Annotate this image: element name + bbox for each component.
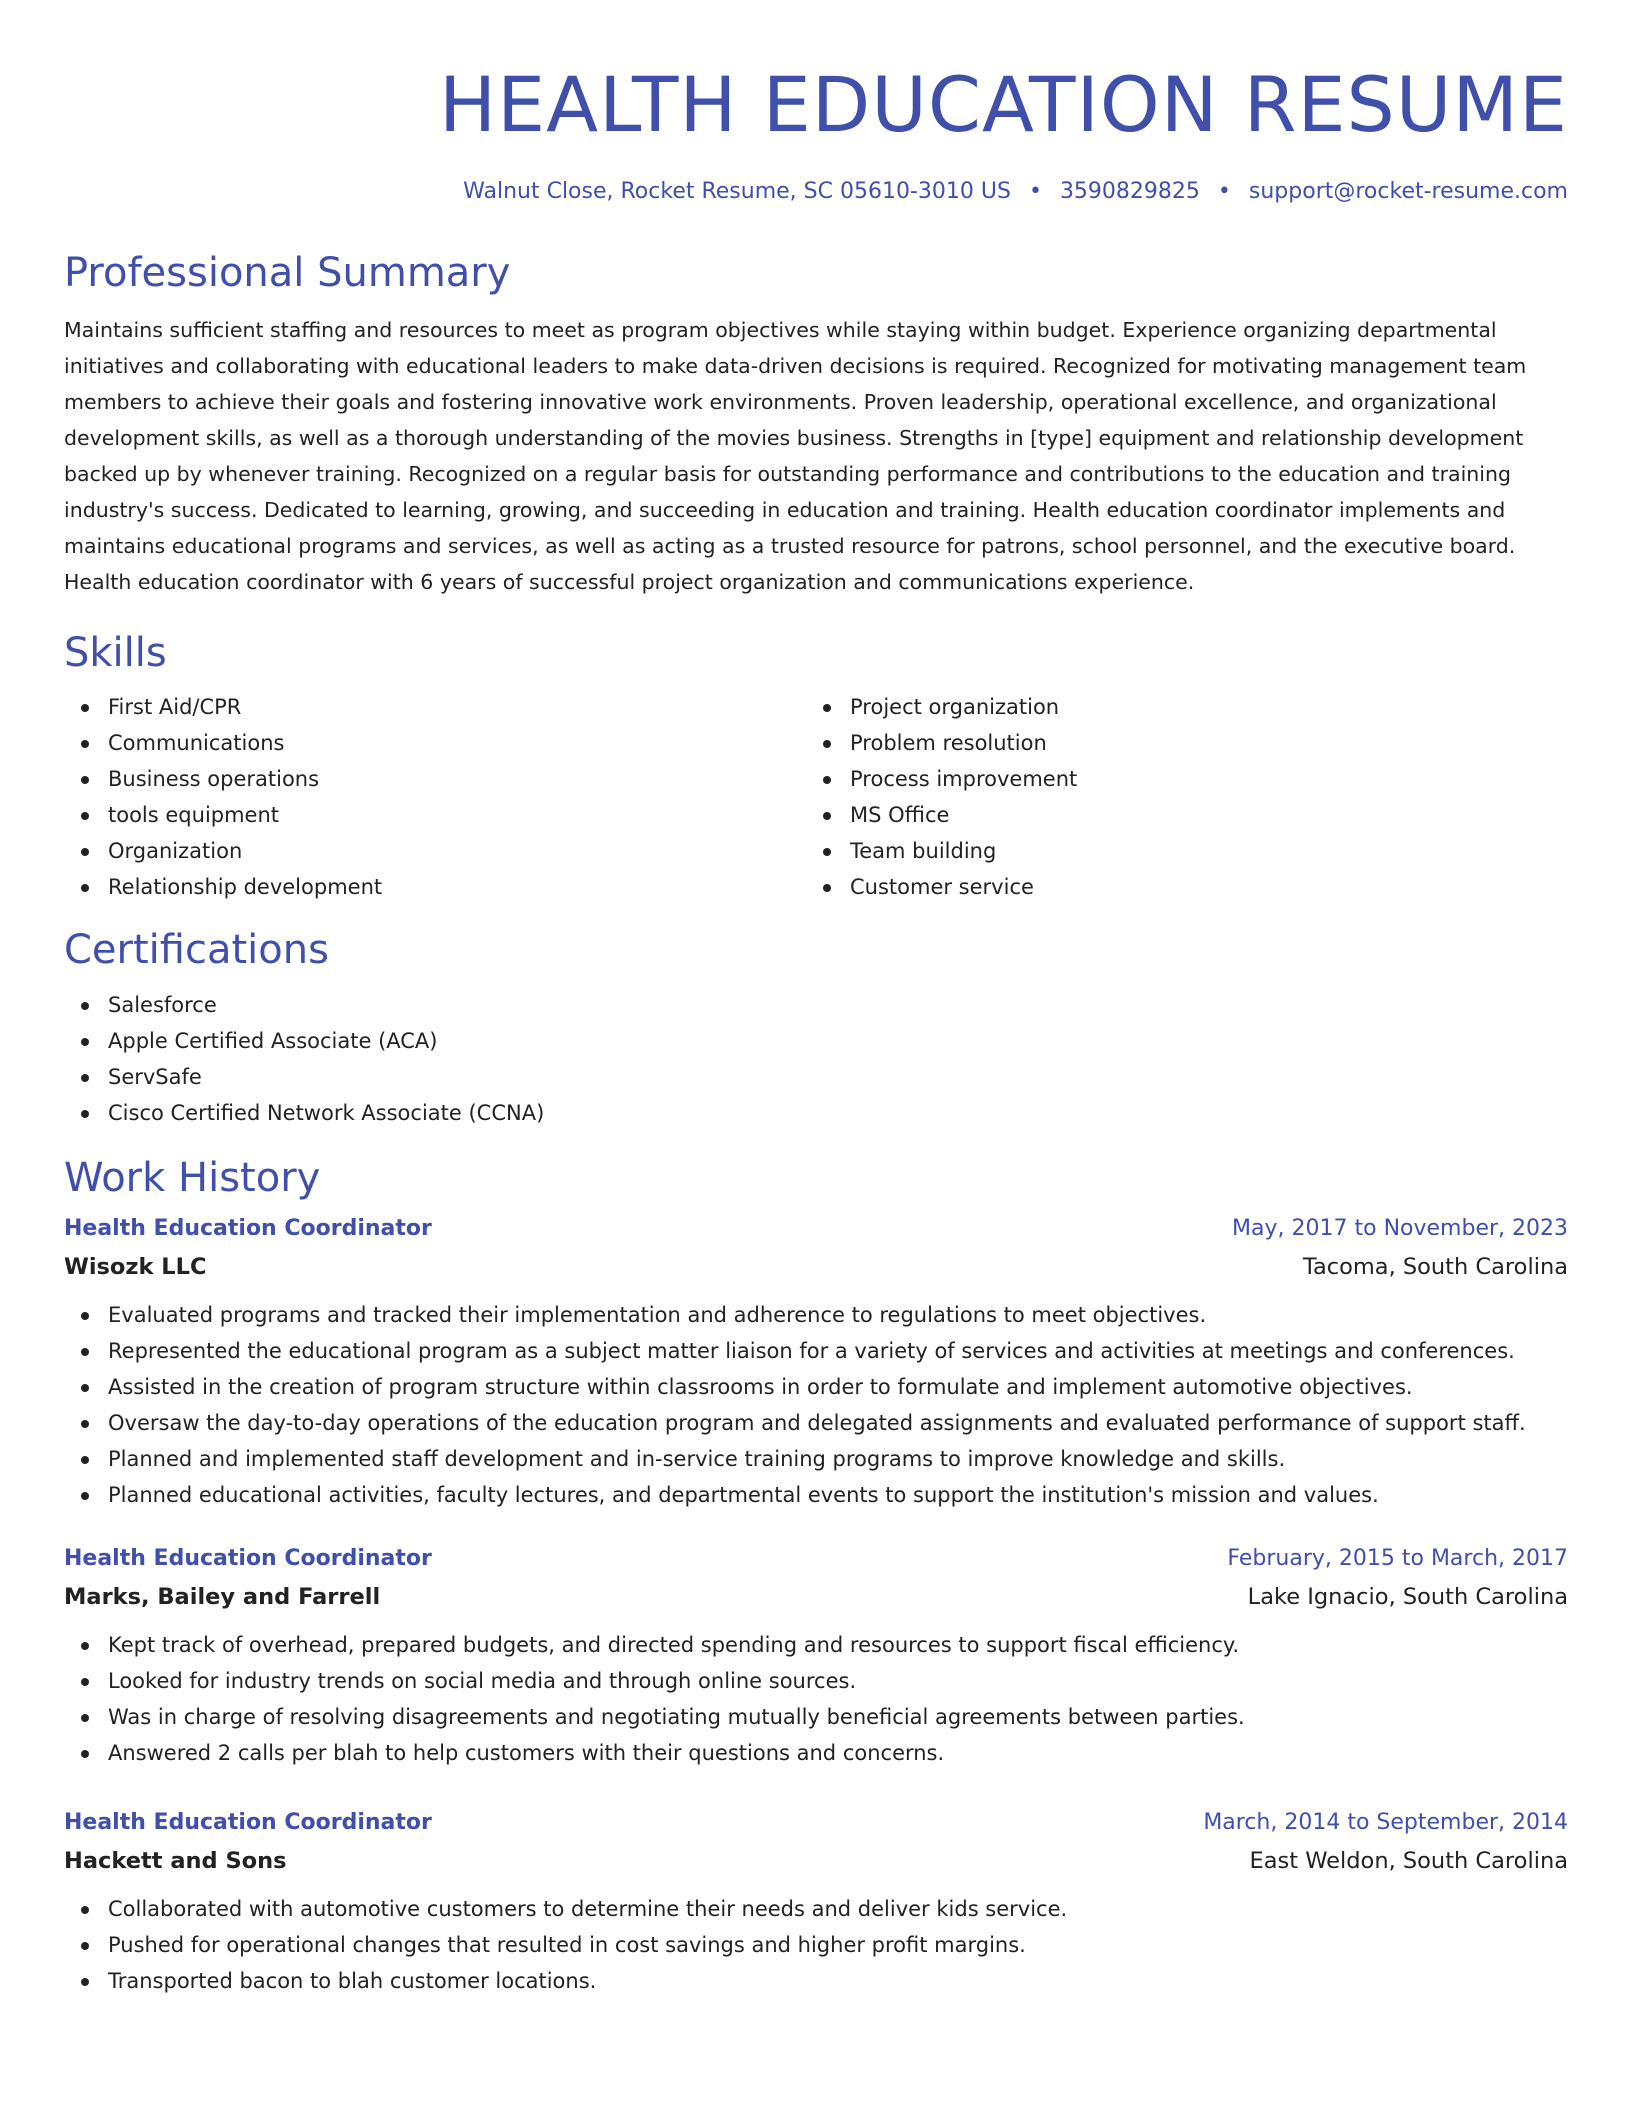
summary-heading: Professional Summary	[64, 250, 511, 296]
skill-item: tools equipment	[64, 797, 806, 833]
summary-text: Maintains sufficient staffing and resources to meet as program objectives while staying within budget. Experience organizing departmental initiatives and collaborating with educational leaders to make data-driven decisions is required. Recognized for motivating management team members to achieve their goals and fostering innovative work environments. Proven leadership, operational excellence, and organizational development skills, as well as a thorough understanding of the movies business. Strengths in [type] equipment and relationship development backed up by whenever training. Recognized on a regular basis for outstanding performance and contributions to the education and training industry's success. Dedicated to learning, growing, and succeeding in education and training. Health education coordinator implements and maintains educational programs and services, as well as acting as a trusted resource for patrons, school personnel, and the executive board. Health education coordinator with 6 years of successful project organization and communications experience.	[64, 318, 1527, 594]
resume-page	[64, 0, 1568, 1999]
certifications-list	[64, 987, 1568, 1131]
skill-item: Business operations	[64, 761, 806, 797]
skill-item: First Aid/CPR	[64, 689, 806, 725]
job-location: East Weldon, South Carolina	[1249, 1848, 1568, 1874]
resume-title: HEALTH EDUCATION RESUME	[438, 60, 1568, 149]
job-duties-list	[64, 1297, 1568, 1513]
certification-item: ServSafe	[64, 1059, 1568, 1095]
job-title: Health Education Coordinator	[64, 1216, 432, 1241]
job-duty: Represented the educational program as a subject matter liaison for a variety of services and activities at meetings and conferences.	[64, 1333, 1568, 1369]
job-duty: Was in charge of resolving disagreements and negotiating mutually beneficial agreements between parties.	[64, 1699, 1568, 1735]
job-duty: Looked for industry trends on social media and through online sources.	[64, 1663, 1568, 1699]
job-company: Wisozk LLC	[64, 1254, 207, 1280]
job-dates: March, 2014 to September, 2014	[1203, 1810, 1568, 1835]
job-dates: May, 2017 to November, 2023	[1232, 1216, 1568, 1241]
certification-item: Salesforce	[64, 987, 1568, 1023]
job-duty: Assisted in the creation of program structure within classrooms in order to formulate and implement automotive objectives.	[64, 1369, 1568, 1405]
skills-list-right	[806, 689, 1548, 905]
job-duty: Evaluated programs and tracked their implementation and adherence to regulations to meet objectives.	[64, 1297, 1568, 1333]
job-duty: Collaborated with automotive customers to determine their needs and deliver kids service.	[64, 1891, 1568, 1927]
skill-item: Process improvement	[806, 761, 1548, 797]
skills-grid	[64, 689, 1568, 905]
job-duty: Kept track of overhead, prepared budgets, and directed spending and resources to support fiscal efficiency.	[64, 1627, 1568, 1663]
skills-heading: Skills	[64, 630, 167, 676]
job-header-row	[64, 1805, 1568, 1841]
job-company-row	[64, 1841, 1568, 1881]
job-duty: Pushed for operational changes that resulted in cost savings and higher profit margins.	[64, 1927, 1568, 1963]
skill-item: Project organization	[806, 689, 1548, 725]
skill-item: Team building	[806, 833, 1548, 869]
contact-line	[64, 177, 1568, 207]
contact-email: support@rocket-resume.com	[1248, 179, 1568, 204]
job-company-row	[64, 1247, 1568, 1287]
job-entry	[64, 1805, 1568, 1999]
skill-item: MS Office	[806, 797, 1548, 833]
job-company: Hackett and Sons	[64, 1848, 287, 1874]
skill-item: Relationship development	[64, 869, 806, 905]
job-duties-list	[64, 1627, 1568, 1771]
job-location: Lake Ignacio, South Carolina	[1247, 1584, 1568, 1610]
skills-list-left	[64, 689, 806, 905]
job-duty: Oversaw the day-to-day operations of the education program and delegated assignments and evaluated performance of support staff.	[64, 1405, 1568, 1441]
job-entry	[64, 1541, 1568, 1771]
job-entry	[64, 1211, 1568, 1513]
contact-separator: •	[1217, 179, 1231, 204]
work-history-heading: Work History	[64, 1155, 321, 1201]
job-location: Tacoma, South Carolina	[1302, 1254, 1568, 1280]
job-header-row	[64, 1211, 1568, 1247]
job-title: Health Education Coordinator	[64, 1546, 432, 1571]
skill-item: Organization	[64, 833, 806, 869]
certifications-heading: Certifications	[64, 927, 329, 973]
job-dates: February, 2015 to March, 2017	[1227, 1546, 1568, 1571]
job-duty: Planned educational activities, faculty lectures, and departmental events to support the institution's mission and values.	[64, 1477, 1568, 1513]
job-duty: Planned and implemented staff development and in-service training programs to improve knowledge and skills.	[64, 1441, 1568, 1477]
job-duty: Transported bacon to blah customer locations.	[64, 1963, 1568, 1999]
job-title: Health Education Coordinator	[64, 1810, 432, 1835]
job-duties-list	[64, 1891, 1568, 1999]
contact-phone: 3590829825	[1059, 179, 1200, 204]
skill-item: Problem resolution	[806, 725, 1548, 761]
job-header-row	[64, 1541, 1568, 1577]
skill-item: Customer service	[806, 869, 1548, 905]
certification-item: Cisco Certified Network Associate (CCNA)	[64, 1095, 1568, 1131]
job-company: Marks, Bailey and Farrell	[64, 1584, 381, 1610]
job-duty: Answered 2 calls per blah to help customers with their questions and concerns.	[64, 1735, 1568, 1771]
certification-item: Apple Certified Associate (ACA)	[64, 1023, 1568, 1059]
contact-address: Walnut Close, Rocket Resume, SC 05610-3010 US	[463, 179, 1011, 204]
skill-item: Communications	[64, 725, 806, 761]
contact-separator: •	[1028, 179, 1042, 204]
job-company-row	[64, 1577, 1568, 1617]
